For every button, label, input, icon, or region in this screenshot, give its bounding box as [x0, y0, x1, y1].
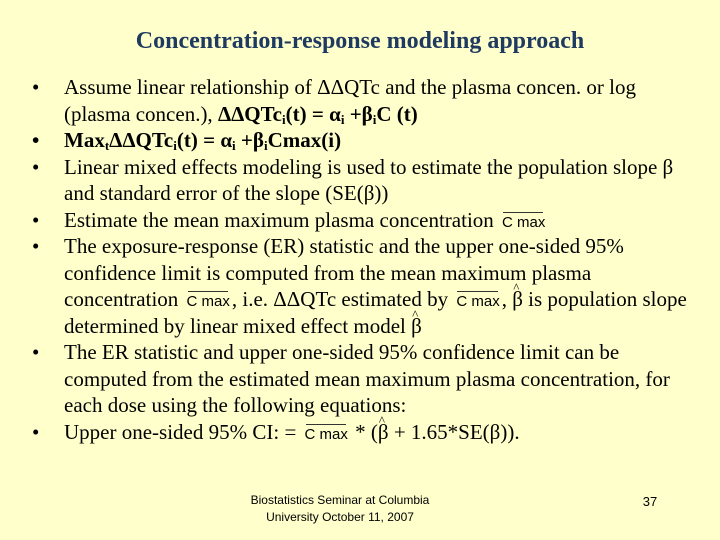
bullet-7: • Upper one-sided 95% CI: = C max * (^ β + 1.65*SE(β)).	[28, 419, 704, 446]
bullet-2: • $Max_t\Delta\Delta QTc_i(t) = \alpha_i +\beta_iCmax(i)$	[28, 127, 704, 154]
bullet-6: • The ER statistic and upper one-sided 95% confidence limit can be computed from the estimated mean maximum plasma concentration, for each dose using the following equations:	[28, 339, 704, 419]
bullet-list	[28, 74, 704, 445]
beta-hat-symbol: ^ β	[411, 313, 422, 340]
formula-ddqtc: $\Delta\Delta QTc_i(t) = \alpha_i +\beta_iC$ (t)	[217, 101, 418, 127]
slide-title: Concentration-response modeling approach	[135, 28, 585, 54]
bullet-1: • Assume linear relationship of ΔΔQTc and the plasma concen. or log (plasma concen.), $\Delta\Delta QTc_i(t) = \alpha_i +\beta_iC$ (t)	[28, 74, 704, 127]
cmax-bar-symbol: C max	[184, 290, 232, 310]
beta-hat-symbol: ^ β	[512, 286, 523, 313]
bullet-4: • Estimate the mean maximum plasma concentration C max	[28, 207, 704, 234]
cmax-bar-symbol: C max	[453, 290, 501, 310]
bullet-3: • Linear mixed effects modeling is used to estimate the population slope β and standard error of the slope (SE(β))	[28, 154, 704, 207]
footer-line-2: University October 11, 2007	[266, 510, 414, 524]
footer-line-1: Biostatistics Seminar at Columbia	[250, 493, 430, 507]
bullet-5: • The exposure-response (ER) statistic and the upper one-sided 95% confidence limit is computed from the mean maximum plasma concentration C max, i.e. ΔΔQTc estimated by C max, ^ β is population slope determined by linear mixed effect model ^ β	[28, 233, 704, 339]
footer-caption	[220, 492, 460, 526]
page-number: 37	[642, 494, 658, 509]
cmax-bar-symbol: C max	[499, 211, 547, 231]
cmax-bar-symbol: C max	[302, 423, 350, 443]
beta-hat-symbol: ^ β	[378, 419, 389, 446]
